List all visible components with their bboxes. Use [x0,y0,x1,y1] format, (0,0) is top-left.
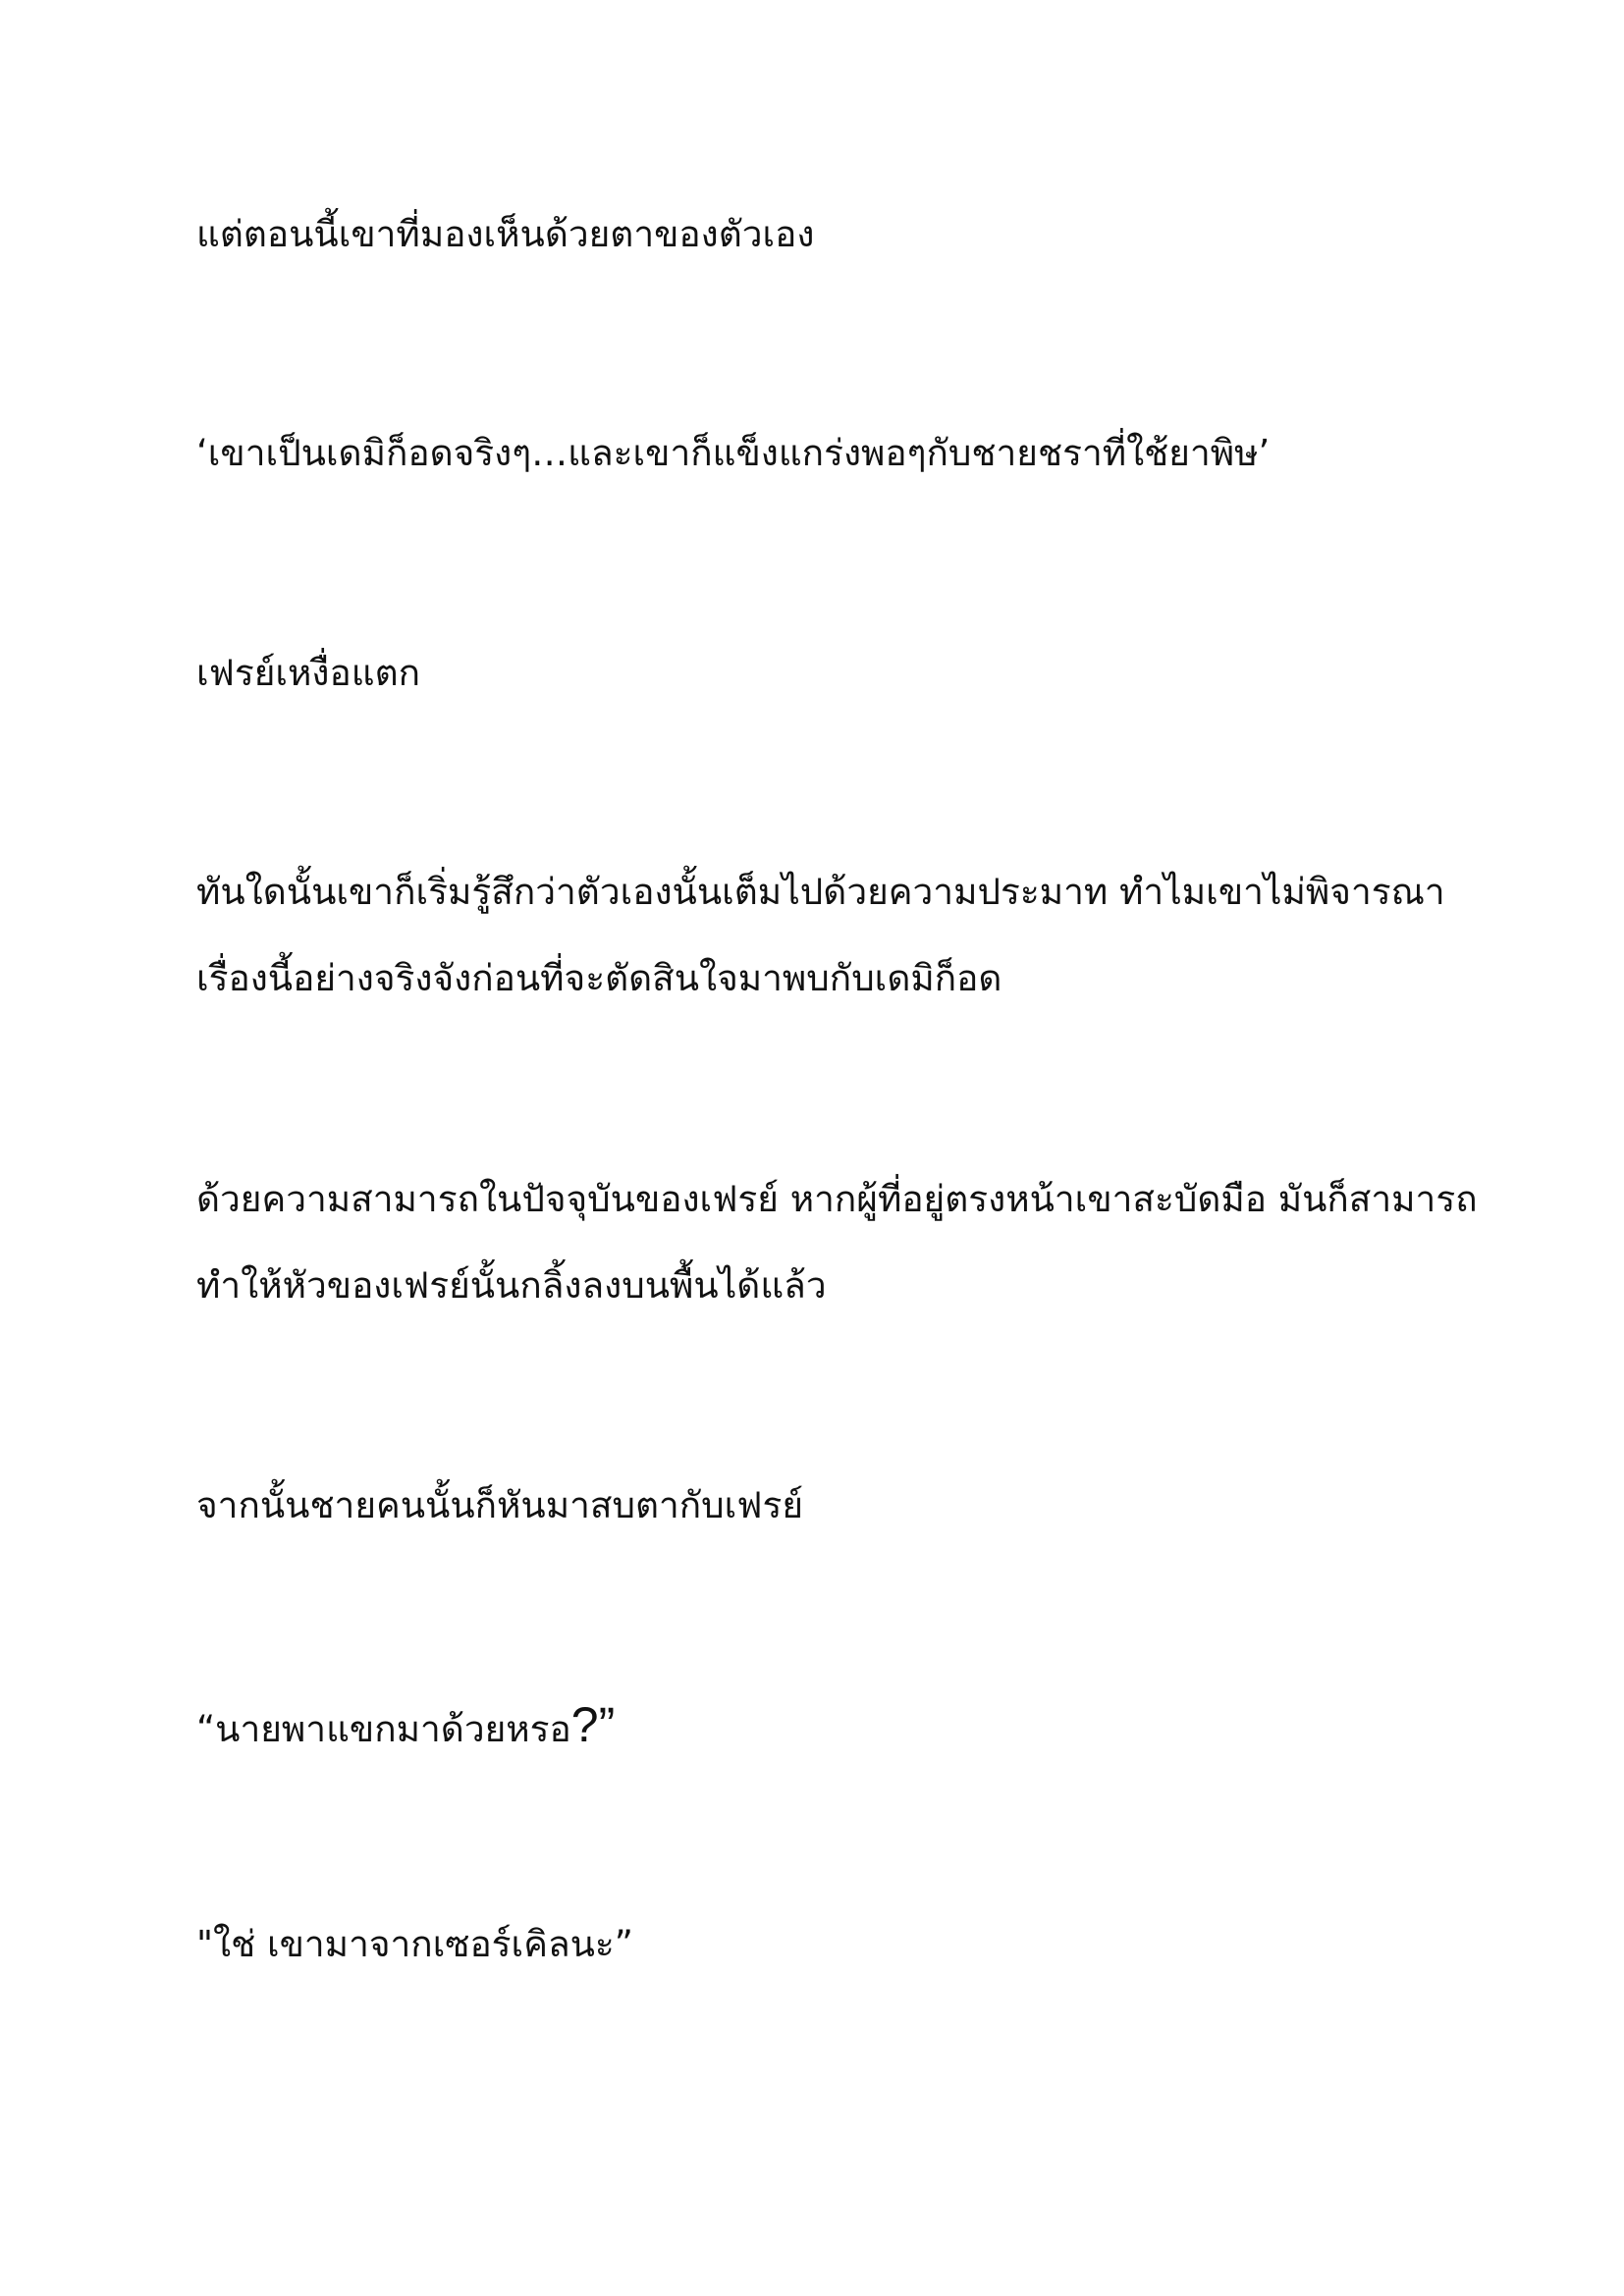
paragraph-7-text: “นายพาแขกมาด้วยหรอ [196,1708,571,1750]
paragraph-6: จากนั้นชายคนนั้นก็หันมาสบตากับเฟรย์ [196,1484,804,1526]
paragraph-5: ด้วยความสามารถในปัจจุบันของเฟรย์ หากผู้ที่อยู่ตรงหน้าเขาสะบัดมือ มันก็สามารถ ทำให้หัวของเฟรย์นั้นกลิ้งลงบนพื้นได้แล้ว [196,1178,1478,1307]
paragraph-4: ทันใดนั้นเขาก็เริ่มรู้สึกว่าตัวเองนั้นเต็มไปด้วยความประมาท ทำไมเขาไม่พิจารณา เรื่องนี้อย่างจริงจังก่อนที่จะตัดสินใจมาพบกับเดมิก็อด [196,871,1445,999]
paragraph-2: ‘เขาเป็นเดมิก็อดจริงๆ…และเขาก็แข็งแกร่งพอๆกับชายชราที่ใช้ยาพิษ’ [196,432,1271,474]
question-mark-quote: ?” [570,1697,616,1752]
paragraph-8: "ใช่ เขามาจากเซอร์เคิลนะ” [196,1923,633,1965]
paragraph-7 [196,1682,1492,1773]
paragraph-1: แต่ตอนนี้เขาที่มองเห็นด้วยตาของตัวเอง [196,213,815,255]
paragraph-3: เฟรย์เหงื่อแตก [196,652,420,694]
